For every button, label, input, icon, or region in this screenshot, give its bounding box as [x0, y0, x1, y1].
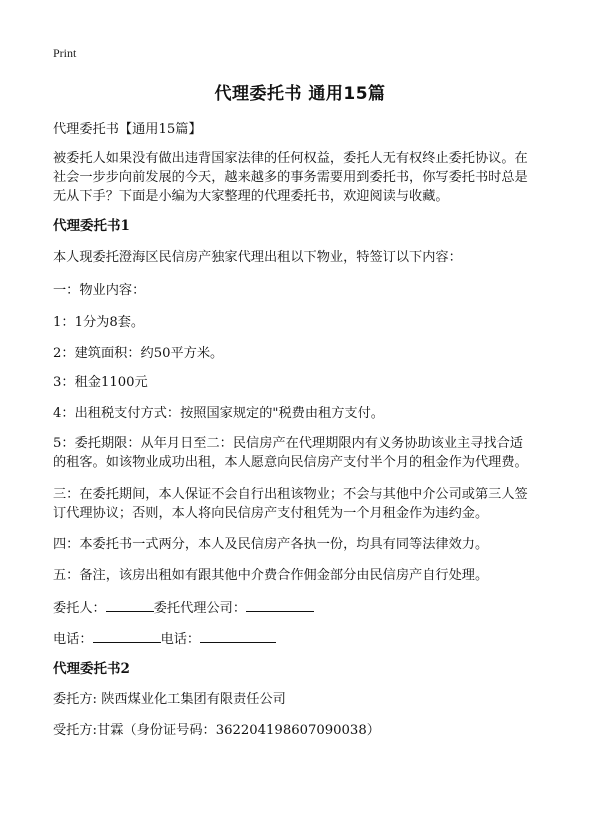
paragraph: 3：租金1100元 [53, 375, 148, 390]
intro-line-1: 被委托人如果没有做出违背国家法律的任何权益，委托人无有权终止委托协议。在 [53, 151, 528, 166]
paragraph: 4：出租税支付方式：按照国家规定的"税费由租方支付。 [53, 406, 384, 421]
paragraph: 四：本委托书一式两分，本人及民信房产各执一份，均具有同等法律效力。 [53, 537, 489, 552]
paragraph-line: 订代理协议；否则，本人将向民信房产支付租凭为一个月租金作为违约金。 [53, 506, 489, 521]
print-label[interactable]: Print [53, 46, 77, 60]
agency-blank [246, 597, 314, 612]
client-label: 委托人： [53, 601, 106, 616]
paragraph: 1：1分为8套。 [53, 315, 145, 330]
paragraph: 一：物业内容： [53, 283, 146, 298]
page-title: 代理委托书 通用15篇 [214, 84, 386, 104]
paragraph: 委托方: 陕西煤业化工集团有限责任公司 [53, 692, 286, 707]
phone-label-1: 电话： [53, 632, 93, 647]
phone-line [53, 628, 553, 650]
paragraph: 2：建筑面积：约50平方米。 [53, 346, 224, 361]
paragraph-line: 的租客。如该物业成功出租，本人愿意向民信房产支付半个月的租金作为代理费。 [53, 455, 528, 470]
paragraph-line: 5：委托期限：从年月日至二：民信房产在代理期限内有义务协助该业主寻找合适 [53, 436, 523, 451]
intro-line-2: 社会一步步向前发展的今天，越来越多的事务需要用到委托书，你写委托书时总是 [53, 170, 528, 185]
document-subtitle: 代理委托书【通用15篇】 [53, 122, 202, 137]
paragraph: 五：备注，该房出租如有跟其他中介费合作佣金部分由民信房产自行处理。 [53, 568, 489, 583]
phone-label-2: 电话： [160, 632, 201, 647]
phone-blank-1 [93, 628, 161, 643]
paragraph: 本人现委托澄海区民信房产独家代理出租以下物业，特签订以下内容： [53, 250, 462, 265]
intro-line-3: 无从下手？下面是小编为大家整理的代理委托书，欢迎阅读与收藏。 [53, 189, 449, 204]
signature-line [53, 597, 553, 619]
section-2-heading: 代理委托书2 [53, 661, 130, 677]
agency-label: 委托代理公司： [153, 601, 247, 616]
section-1-heading: 代理委托书1 [53, 218, 130, 234]
paragraph-line: 三：在委托期间，本人保证不会自行出租该物业；不会与其他中介公司或第三人签 [53, 487, 528, 502]
paragraph: 受托方:甘霖（身份证号码：362204198607090038） [53, 723, 380, 738]
phone-blank-2 [200, 628, 276, 643]
client-blank [106, 597, 154, 612]
